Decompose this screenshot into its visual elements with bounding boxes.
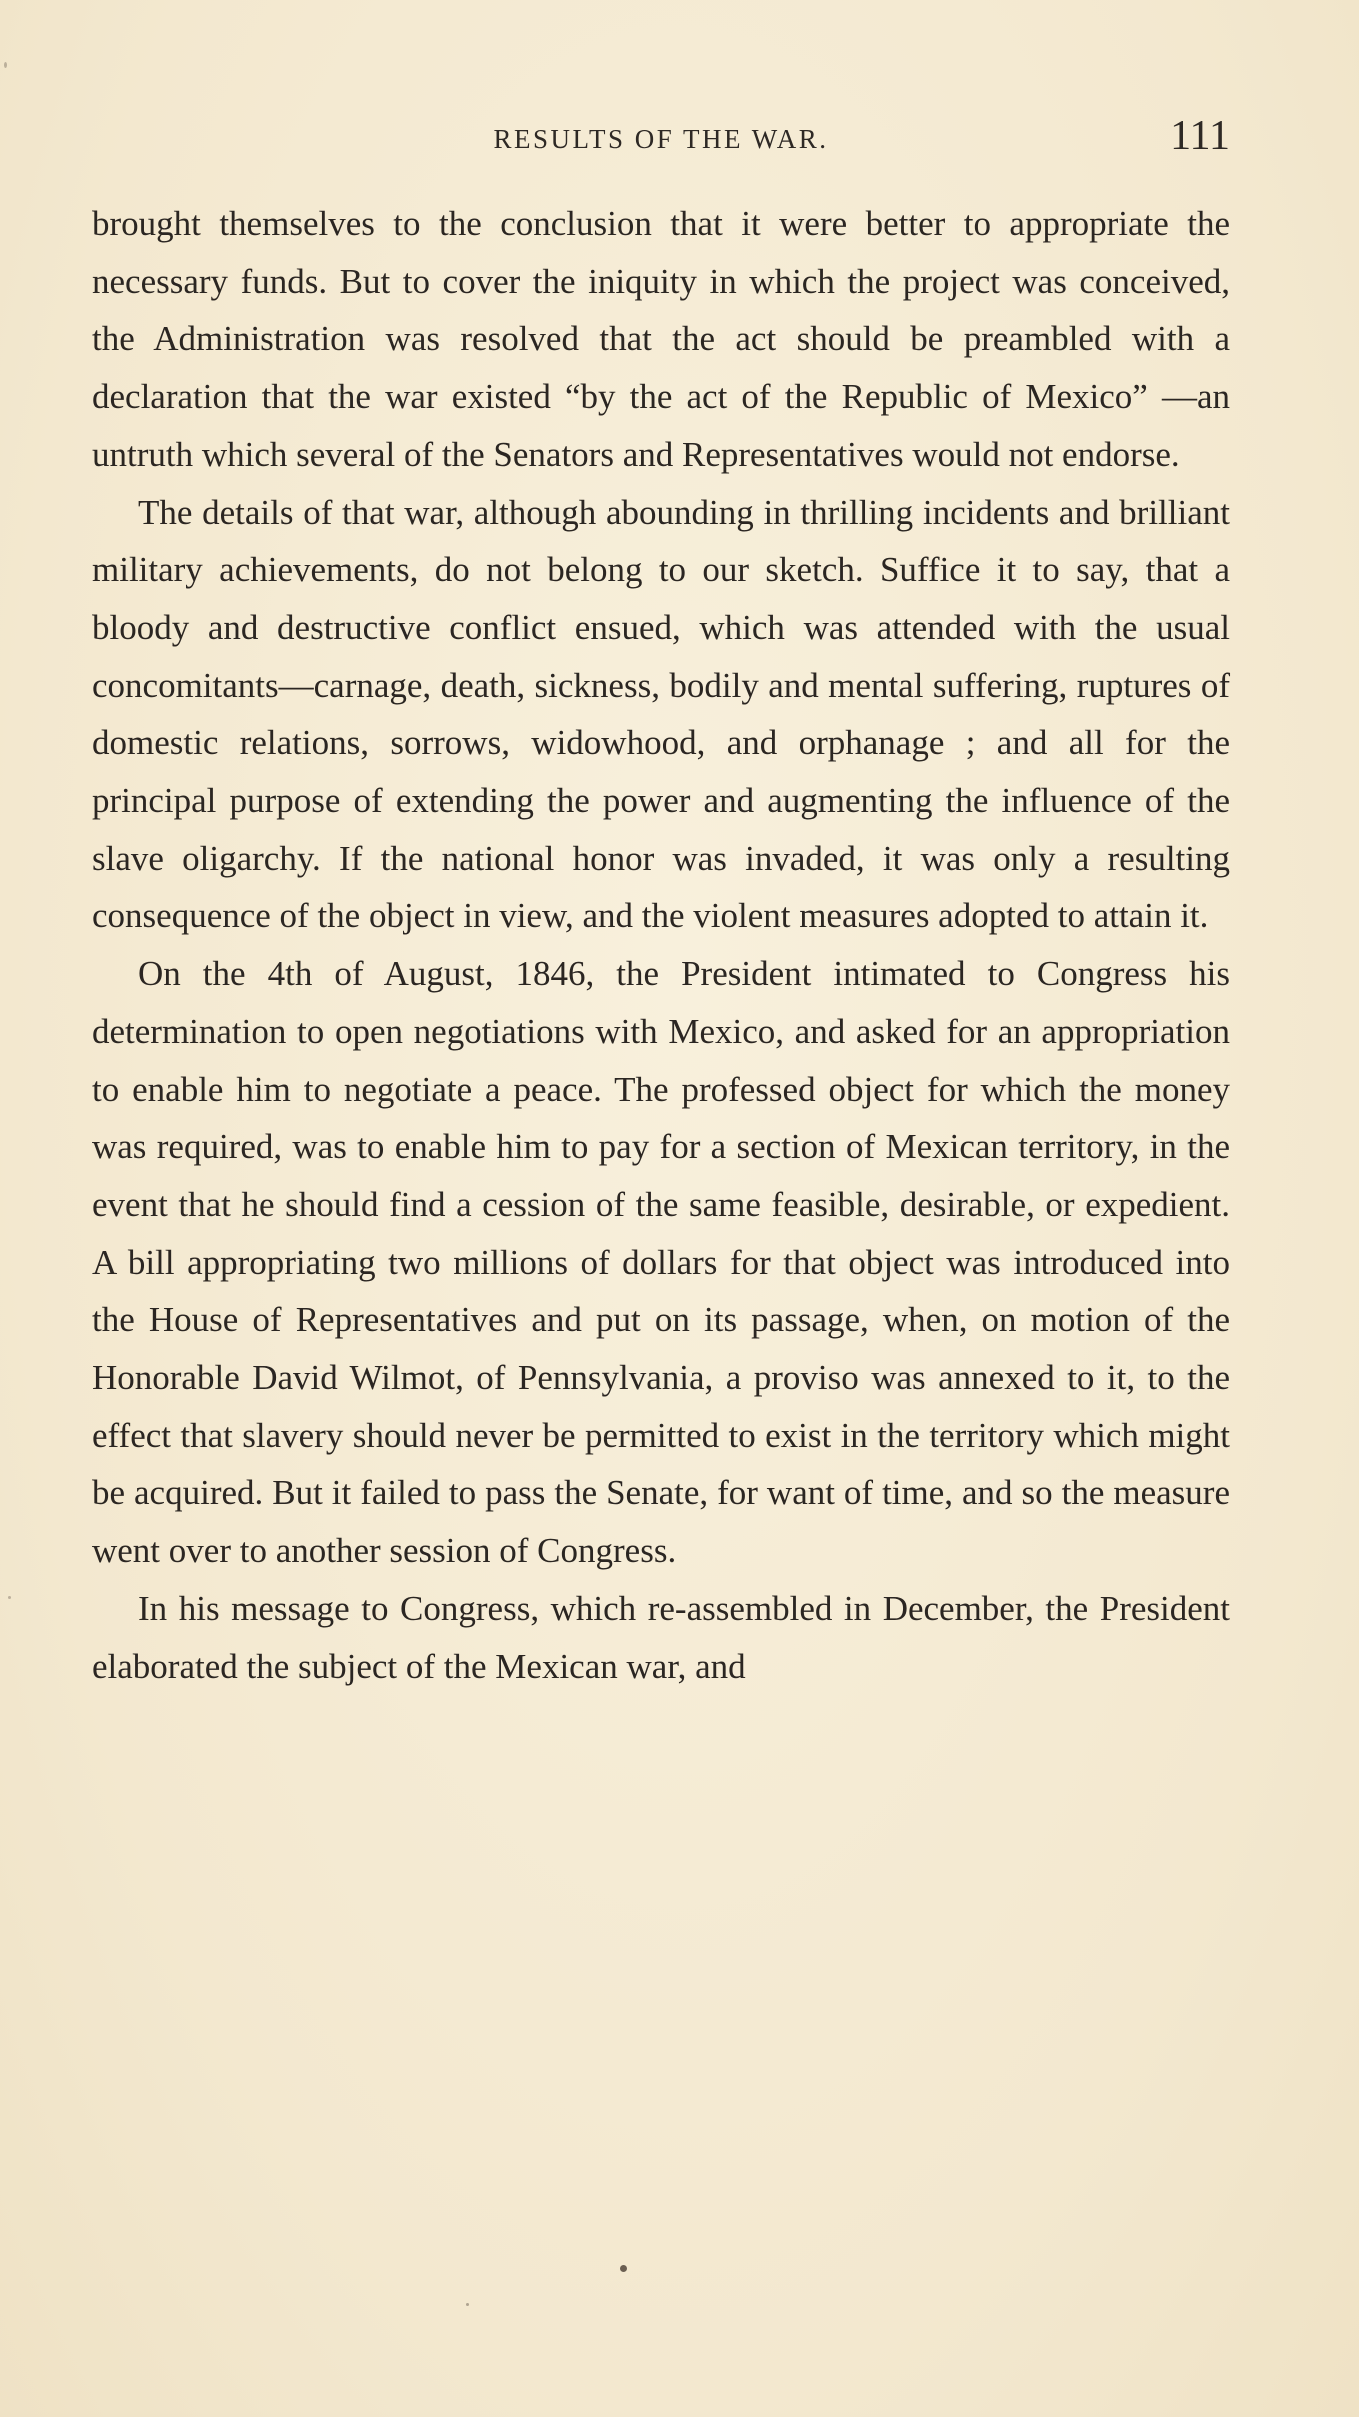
ink-speck xyxy=(620,2265,627,2272)
body-text xyxy=(92,195,1230,1695)
paragraph-details-of-war: The details of that war, although abounding in thrilling incidents and brilliant military achievements, do not belong to our sketch. Suffice it to say, that a bloody and destructive conflict ensued, which was attended with the usual concomitants—carnage, death, sickness, bodily and mental suffering, ruptures of domestic relations, sorrows, widowhood, and orphanage ; and all for the principal purpose of extending the power and augmenting the influence of the slave oligarchy. If the national honor was invaded, it was only a resulting consequence of the object in view, and the violent measures adopted to attain it. xyxy=(92,492,1230,936)
page-number: 111 xyxy=(1170,113,1230,159)
paragraph-message-to-congress: In his message to Congress, which re-assembled in December, the President elaborated the subject of the Mexican war, and xyxy=(92,1588,1230,1686)
ink-speck xyxy=(4,62,7,68)
paragraph-august-1846: On the 4th of August, 1846, the President intimated to Congress his determination to open negotiations with Mexico, and asked for an appropriation to enable him to negotiate a peace. The professed object for which the money was required, was to enable him to pay for a section of Mexican territory, in the event that he should find a cession of the same feasible, desirable, or expedient. A bill appropriating two millions of dollars for that object was introduced into the House of Representatives and put on its passage, when, on motion of the Honorable David Wilmot, of Pennsylvania, a proviso was annexed to it, to the effect that slavery should never be permitted to exist in the territory which might be acquired. But it failed to pass the Senate, for want of time, and so the measure went over to another session of Congress. xyxy=(92,954,1230,1571)
paragraph-continued: brought themselves to the conclusion that it were better to appropriate the necessary funds. But to cover the iniquity in which the project was conceived, the Administration was resolved that the act should be preambled with a declaration that the war existed “by the act of the Republic of Mexico” —an untruth which several of the Senators and Representatives would not endorse. xyxy=(92,204,1230,474)
ink-speck xyxy=(466,2303,469,2306)
page-header xyxy=(92,112,1230,166)
running-head: RESULTS OF THE WAR. xyxy=(493,124,829,154)
ink-speck xyxy=(8,1596,11,1599)
